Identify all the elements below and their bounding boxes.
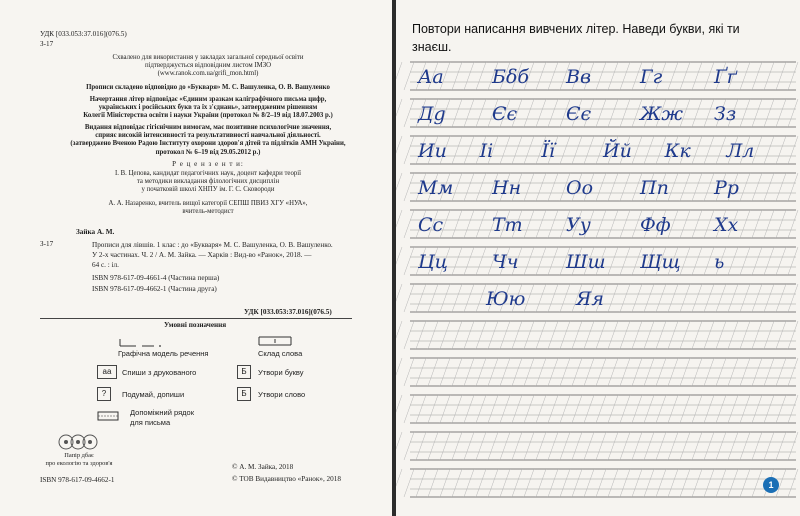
legend-copy-printed: Спиши з друкованого xyxy=(122,368,197,377)
divider xyxy=(40,318,352,319)
cursive-letter: Оо xyxy=(566,177,594,199)
cursive-letter: Шш xyxy=(566,251,606,273)
cursive-letter: Фф xyxy=(640,214,671,236)
instruction-line: знаєш. xyxy=(412,40,452,54)
aux-line-icon xyxy=(97,408,119,418)
cursive-letter: Іi xyxy=(479,140,494,162)
cursive-letter: Аа xyxy=(418,66,444,88)
udk-bottom: УДК [033.053:37.016](076.5) xyxy=(244,308,332,316)
cursive-letter: Ґґ xyxy=(714,66,737,88)
cursive-letter: Яя xyxy=(576,288,604,310)
cursive-letter: Кк xyxy=(664,140,691,162)
cursive-letter: Жж xyxy=(640,103,683,125)
right-page xyxy=(396,0,800,516)
make-letter-icon: Б xyxy=(237,365,251,379)
eco-text-1: Папір дбає xyxy=(64,452,94,459)
cursive-letter: Йй xyxy=(603,140,632,162)
cursive-letter: Дg xyxy=(418,103,446,125)
legend-syllable: Склад слова xyxy=(258,349,303,358)
legend-sentence-model: Графічна модель речення xyxy=(118,349,209,358)
hygiene-block xyxy=(48,124,368,157)
sentence-model-icon xyxy=(118,335,168,347)
hygiene-line: протокол № 6–19 від 29.05.2012 р.) xyxy=(155,148,261,156)
author-name: Зайка А. М. xyxy=(76,228,115,236)
cursive-letter: Хх xyxy=(714,214,739,236)
cursive-letter: Її xyxy=(541,140,555,162)
cursive-letter: Уу xyxy=(566,214,591,236)
eco-text-2: про екологію та здоров'я xyxy=(45,460,113,467)
isbn-first: ISBN 978-617-09-4661-4 (Частина перша) xyxy=(92,274,220,282)
reviewer-2-line: вчитель-методист xyxy=(182,208,234,216)
cursive-letter: Тт xyxy=(492,214,523,236)
reviewer-2-line: А. А. Назаренко, вчитель вищої категорії СЕПШ ПВИЗ ХГУ «НУА», xyxy=(108,200,308,207)
legend-think: Подумай, допиши xyxy=(122,390,185,399)
hygiene-line: Видання відповідає гігієнічним вимогам, має позитивне психологічне значення, xyxy=(84,124,332,131)
legend-aux-line-2: для письма xyxy=(130,418,171,427)
cursive-letter: Вв xyxy=(566,66,592,88)
cursive-letter: Лл xyxy=(726,140,755,162)
reviewer-1 xyxy=(48,170,368,195)
reviewer-1-line: у початковій школі ХНПУ ім. Г. С. Сковороди xyxy=(141,186,275,194)
cursive-letter: Сс xyxy=(418,214,444,236)
reviewers-title: Р е ц е н з е н т и: xyxy=(172,160,244,168)
letters-line: Колегії Міністерства освіти і науки України (протокол № 8/2–19 від 18.07.2003 р.) xyxy=(83,112,333,120)
cursive-letter: ь xyxy=(714,251,725,273)
cursive-letter: Гг xyxy=(640,66,663,88)
page-number: 1 xyxy=(763,477,779,493)
left-page xyxy=(0,0,392,516)
approval-line: підтверджується відповідним листом ІМЗО xyxy=(144,62,272,70)
cursive-letter: Єє xyxy=(566,103,592,125)
cursive-letter: Мм xyxy=(418,177,454,199)
copyright-publisher: © ТОВ Видавництво «Ранок», 2018 xyxy=(232,475,341,483)
book-desc-line: 64 с. : іл. xyxy=(92,261,119,269)
approval-line: (www.ranok.com.ua/grifi_mon.html) xyxy=(157,70,259,78)
cursive-letter: Цц xyxy=(418,251,448,273)
legend-make-word: Утвори слово xyxy=(258,390,306,399)
cursive-letter: Рр xyxy=(714,177,739,199)
cursive-letter: Пп xyxy=(640,177,669,199)
copyright-author: © А. М. Зайка, 2018 xyxy=(232,463,294,471)
based-on: Прописи складено відповідно до «Букваря» М. С. Вашуленка, О. В. Вашуленко xyxy=(86,84,330,91)
eco-logo-icon xyxy=(58,432,98,452)
cursive-letter: Ии xyxy=(418,140,447,162)
reviewer-1-line: та методики викладання філологічних дисциплін xyxy=(136,178,280,186)
copy-printed-icon: aa xyxy=(97,365,117,379)
legend-make-letter: Утвори букву xyxy=(258,368,304,377)
cursive-letter: Юю xyxy=(486,288,526,310)
cursive-letter: Чч xyxy=(492,251,519,273)
book-description xyxy=(92,240,333,270)
cursive-letter: Бδб xyxy=(492,66,529,88)
cursive-letter: Нн xyxy=(492,177,522,199)
hygiene-line: (затверджено Вченою Радою Інституту охорони здоров'я дітей та підлітків АМН України, xyxy=(70,140,346,148)
isbn-bottom: ISBN 978-617-09-4662-1 xyxy=(40,476,115,484)
cursive-letter: Щщ xyxy=(640,251,681,273)
make-word-icon: Б xyxy=(237,387,251,401)
reviewer-1-line: І. В. Цепова, кандидат педагогічних наук, доцент кафедри теорії xyxy=(114,170,302,177)
letters-line: Начертання літер відповідає «Єдиним зразкам каліграфічного письма цифр, xyxy=(89,96,327,103)
hygiene-line: сприяє високій інтенсивності та результативності навчальної діяльності. xyxy=(95,132,321,140)
legend-title: Умовні позначення xyxy=(164,321,227,329)
approval-line: Схвалено для використання у закладах загальної середньої освіти xyxy=(112,54,304,61)
reviewer-2 xyxy=(48,200,368,216)
udk-top: УДК [033.053:37.016](076.5) xyxy=(40,30,127,38)
cursive-letter: Зз xyxy=(714,103,737,125)
syllable-icon xyxy=(258,334,292,346)
letters-block xyxy=(48,96,368,121)
bbk-mid: З-17 xyxy=(40,240,54,248)
letters-line: українських і російських букв та їх з'єднань», затвердженим рішенням xyxy=(98,104,318,112)
approval-block xyxy=(48,54,368,79)
isbn-second: ISBN 978-617-09-4662-1 (Частина друга) xyxy=(92,285,217,293)
bbk-top: З-17 xyxy=(40,40,54,48)
cursive-letter: Єє xyxy=(492,103,518,125)
legend-aux-line: Допоміжний рядок xyxy=(130,408,194,417)
book-desc-line: Прописи для лівшів. 1 клас : до «Букваря» М. С. Вашуленка, О. В. Вашуленко. xyxy=(92,241,333,249)
instruction-line: Повтори написання вивчених літер. Наведи букви, які ти xyxy=(412,22,740,36)
think-icon: ? xyxy=(97,387,111,401)
book-desc-line: У 2-х частинах. Ч. 2 / А. М. Зайка. — Харків : Вид-во «Ранок», 2018. — xyxy=(92,251,312,259)
